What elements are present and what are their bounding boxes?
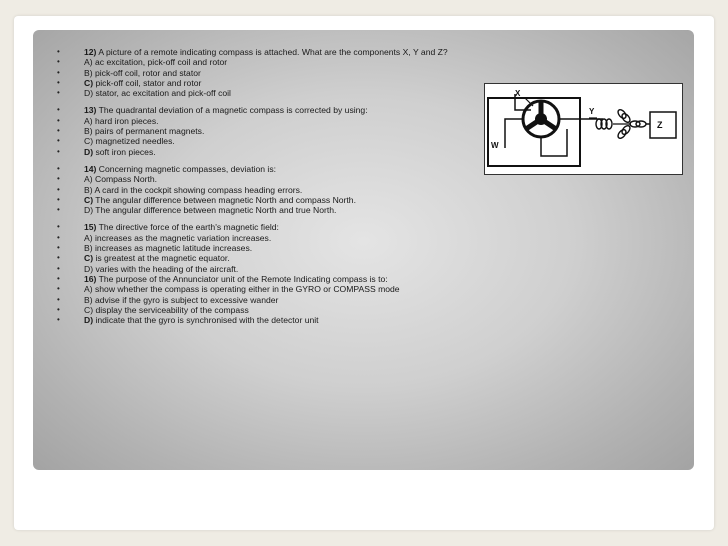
question-14-option-c: • C) The angular difference between magnetic North and compass North. [57, 195, 507, 205]
question-13-option-b: • B) pairs of permanent magnets. [57, 126, 507, 136]
question-15-stem: • 15) The directive force of the earth's magnetic field: [57, 222, 507, 232]
question-16-stem: • 16) The purpose of the Annunciator unit of the Remote Indicating compass is to: [57, 274, 507, 284]
question-15-option-d: • D) varies with the heading of the aircraft. [57, 264, 507, 274]
question-15-option-a: • A) increases as the magnetic variation increases. [57, 233, 507, 243]
wire-w [505, 119, 523, 148]
label-y: Y [589, 107, 595, 116]
question-15-option-b: • B) increases as magnetic latitude increases. [57, 243, 507, 253]
question-16-option-a: • A) show whether the compass is operating either in the GYRO or COMPASS mode [57, 284, 507, 294]
question-12-option-b: • B) pick-off coil, rotor and stator [57, 68, 507, 78]
question-16-option-c: • C) display the serviceability of the compass [57, 305, 507, 315]
question-13-stem: • 13) The quadrantal deviation of a magnetic compass is corrected by using: [57, 105, 507, 115]
label-x: X [515, 89, 521, 98]
question-16-option-d: • D) indicate that the gyro is synchronised with the detector unit [57, 315, 507, 325]
z-box [650, 112, 676, 138]
label-z: Z [657, 120, 663, 130]
question-14-option-a: • A) Compass North. [57, 174, 507, 184]
question-13-option-d: • D) soft iron pieces. [57, 147, 507, 157]
question-12-option-a: • A) ac excitation, pick-off coil and rotor [57, 57, 507, 67]
question-15-option-c: • C) is greatest at the magnetic equator. [57, 253, 507, 263]
pickoff-coil [596, 119, 612, 129]
question-14-option-b: • B) A card in the cockpit showing compass heading errors. [57, 185, 507, 195]
remote-compass-diagram [484, 83, 683, 175]
question-16-option-b: • B) advise if the gyro is subject to excessive wander [57, 295, 507, 305]
question-14-option-d: • D) The angular difference between magnetic North and true North. [57, 205, 507, 215]
question-12-option-c: • C) pick-off coil, stator and rotor [57, 78, 507, 88]
question-12-stem: • 12) A picture of a remote indicating compass is attached. What are the components X, Y and Z? [57, 47, 507, 57]
label-w: W [491, 141, 499, 150]
question-12-option-d: • D) stator, ac excitation and pick-off coil [57, 88, 507, 98]
remote-compass-diagram-svg [485, 84, 682, 174]
question-14-stem: • 14) Concerning magnetic compasses, deviation is: [57, 164, 507, 174]
question-13-option-c: • C) magnetized needles. [57, 136, 507, 146]
question-13-option-a: • A) hard iron pieces. [57, 116, 507, 126]
question-list [57, 47, 507, 325]
